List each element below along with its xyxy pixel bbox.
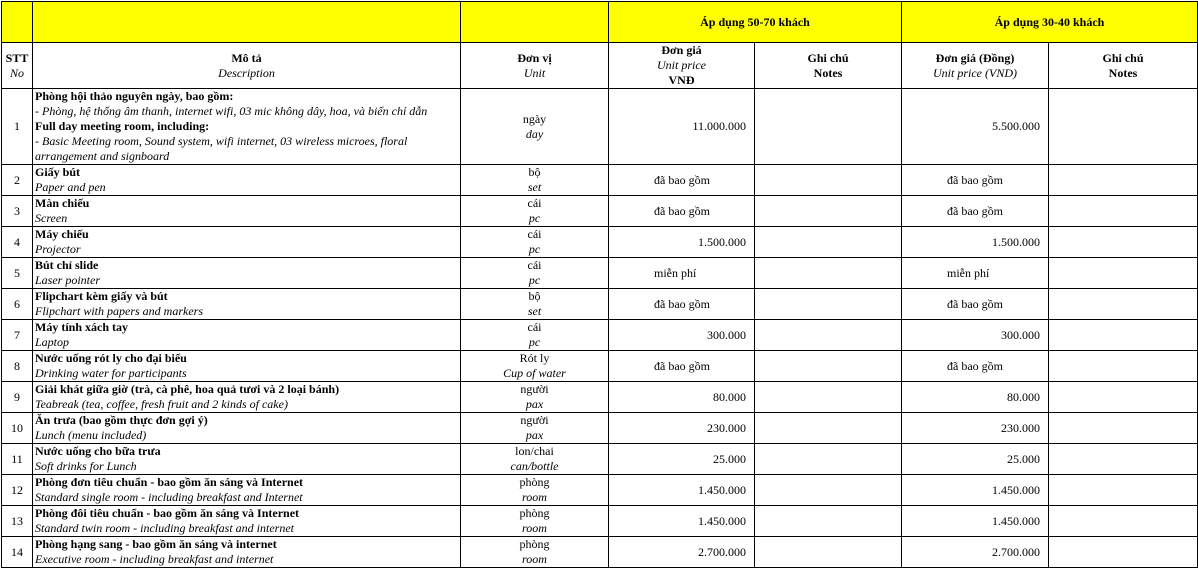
row-unit-vi: ngày bbox=[522, 111, 547, 126]
table-row bbox=[2, 165, 1198, 196]
row-description bbox=[33, 444, 461, 475]
row-price-2: 1.450.000 bbox=[902, 506, 1049, 537]
row-unit-en: pc bbox=[528, 273, 541, 287]
row-price-1: 1.450.000 bbox=[609, 475, 755, 506]
row-price-2: đã bao gồm bbox=[902, 165, 1049, 196]
row-notes-1 bbox=[755, 351, 902, 382]
row-price-2: 5.500.000 bbox=[902, 89, 1049, 165]
row-unit-vi: cái bbox=[527, 227, 542, 241]
header-unit-en: Unit bbox=[523, 65, 546, 80]
row-notes-1 bbox=[755, 506, 902, 537]
row-unit-vi: phòng bbox=[519, 537, 550, 551]
header-unit-price-1-currency: VNĐ bbox=[668, 73, 695, 87]
row-price-2: đã bao gồm bbox=[902, 351, 1049, 382]
table-row bbox=[2, 413, 1198, 444]
row-unit-en: pc bbox=[528, 242, 541, 256]
row-description bbox=[33, 89, 461, 165]
row-notes-2 bbox=[1049, 289, 1198, 320]
row-notes-1 bbox=[755, 196, 902, 227]
row-price-1: 300.000 bbox=[609, 320, 755, 351]
row-description-vi: Máy chiếu bbox=[35, 227, 89, 241]
row-price-2: 25.000 bbox=[902, 444, 1049, 475]
row-description-vi: Phòng đơn tiêu chuẩn - bao gồm ăn sáng và Internet bbox=[35, 475, 304, 489]
table-row bbox=[2, 89, 1198, 165]
table-row bbox=[2, 289, 1198, 320]
row-price-2: đã bao gồm bbox=[902, 196, 1049, 227]
row-description-vi: Nước uống rót ly cho đại biểu bbox=[35, 351, 187, 365]
group-header-30-40: Áp dụng 30-40 khách bbox=[902, 2, 1198, 43]
row-description-en: Laser pointer bbox=[35, 273, 101, 287]
row-description-en: Standard single room - including breakfast and Internet bbox=[35, 490, 303, 504]
row-notes-1 bbox=[755, 165, 902, 196]
row-price-1: 230.000 bbox=[609, 413, 755, 444]
row-number: 12 bbox=[2, 475, 33, 506]
row-description-vi: Phòng hạng sang - bao gồm ăn sáng và internet bbox=[35, 537, 277, 551]
row-unit-vi: cái bbox=[527, 258, 542, 272]
row-notes-2 bbox=[1049, 506, 1198, 537]
header-description bbox=[33, 43, 461, 89]
row-unit bbox=[461, 506, 609, 537]
row-notes-1 bbox=[755, 444, 902, 475]
row-number: 1 bbox=[2, 89, 33, 165]
row-notes-2 bbox=[1049, 413, 1198, 444]
table-row bbox=[2, 196, 1198, 227]
row-description-en: Flipchart with papers and markers bbox=[35, 304, 203, 318]
table-row bbox=[2, 227, 1198, 258]
row-description bbox=[33, 196, 461, 227]
row-number: 6 bbox=[2, 289, 33, 320]
row-description bbox=[33, 506, 461, 537]
row-notes-2 bbox=[1049, 165, 1198, 196]
header-empty-cell bbox=[33, 2, 461, 43]
row-notes-1 bbox=[755, 537, 902, 568]
row-notes-1 bbox=[755, 382, 902, 413]
header-unit-price-2-vi: Đơn giá (Đồng) bbox=[935, 50, 1015, 65]
header-empty-cell bbox=[461, 2, 609, 43]
row-description bbox=[33, 475, 461, 506]
row-notes-1 bbox=[755, 413, 902, 444]
row-description-en: Laptop bbox=[35, 335, 70, 349]
row-unit bbox=[461, 227, 609, 258]
row-description-vi: Máy tính xách tay bbox=[35, 320, 128, 334]
row-description-en: Full day meeting room, including: bbox=[35, 119, 210, 133]
header-notes-2 bbox=[1049, 43, 1198, 89]
row-notes-2 bbox=[1049, 89, 1198, 165]
header-unit-price-1-vi: Đơn giá bbox=[661, 43, 702, 57]
row-description bbox=[33, 320, 461, 351]
row-description-vi: Màn chiếu bbox=[35, 196, 90, 210]
table-row bbox=[2, 258, 1198, 289]
row-description bbox=[33, 537, 461, 568]
row-description-en: Teabreak (tea, coffee, fresh fruit and 2 kinds of cake) bbox=[35, 397, 288, 411]
row-description-vi: Phòng đôi tiêu chuẩn - bao gồm ăn sáng và Internet bbox=[35, 506, 300, 520]
row-price-2: 1.450.000 bbox=[902, 475, 1049, 506]
table-row bbox=[2, 537, 1198, 568]
row-unit bbox=[461, 89, 609, 165]
row-notes-1 bbox=[755, 320, 902, 351]
row-unit-vi: bộ bbox=[528, 289, 541, 303]
header-description-vi: Mô tả bbox=[231, 50, 262, 65]
row-price-1: 80.000 bbox=[609, 382, 755, 413]
row-price-2: miễn phí bbox=[902, 258, 1049, 289]
header-notes-1-en: Notes bbox=[813, 65, 843, 80]
row-unit-en: pax bbox=[525, 428, 544, 442]
row-number: 13 bbox=[2, 506, 33, 537]
row-description-en: Executive room - including breakfast and internet bbox=[35, 552, 274, 566]
row-notes-2 bbox=[1049, 537, 1198, 568]
row-unit-vi: cái bbox=[527, 320, 542, 334]
row-number: 7 bbox=[2, 320, 33, 351]
row-price-2: đã bao gồm bbox=[902, 289, 1049, 320]
header-stt bbox=[2, 43, 33, 89]
row-description-vi: Flipchart kèm giấy và bút bbox=[35, 289, 168, 303]
row-description-vi: Phòng hội thảo nguyên ngày, bao gồm: bbox=[35, 89, 234, 103]
row-unit-en: day bbox=[525, 126, 544, 141]
row-description-en: Lunch (menu included) bbox=[35, 428, 147, 442]
row-price-1: đã bao gồm bbox=[609, 351, 755, 382]
row-description bbox=[33, 413, 461, 444]
row-unit-en: room bbox=[522, 552, 547, 566]
row-unit-en: can/bottle bbox=[510, 459, 559, 473]
row-unit-vi: lon/chai bbox=[515, 444, 554, 458]
row-notes-2 bbox=[1049, 320, 1198, 351]
row-notes-1 bbox=[755, 227, 902, 258]
row-unit-vi: người bbox=[520, 413, 549, 427]
row-description bbox=[33, 351, 461, 382]
row-notes-1 bbox=[755, 89, 902, 165]
row-number: 14 bbox=[2, 537, 33, 568]
row-description-vi: Giấy bút bbox=[35, 165, 81, 179]
table-row bbox=[2, 351, 1198, 382]
row-notes-2 bbox=[1049, 258, 1198, 289]
table-row bbox=[2, 382, 1198, 413]
row-unit bbox=[461, 537, 609, 568]
row-price-1: miễn phí bbox=[609, 258, 755, 289]
group-header-50-70: Áp dụng 50-70 khách bbox=[609, 2, 902, 43]
row-description bbox=[33, 165, 461, 196]
header-unit-price-1-en: Unit price bbox=[657, 58, 706, 72]
row-number: 8 bbox=[2, 351, 33, 382]
row-price-1: 25.000 bbox=[609, 444, 755, 475]
row-price-1: 1.450.000 bbox=[609, 506, 755, 537]
row-price-1: 11.000.000 bbox=[609, 89, 755, 165]
row-number: 4 bbox=[2, 227, 33, 258]
row-unit bbox=[461, 165, 609, 196]
header-unit-price-2 bbox=[902, 43, 1049, 89]
row-description-en: Paper and pen bbox=[35, 180, 106, 194]
header-notes-2-en: Notes bbox=[1108, 65, 1138, 80]
row-unit bbox=[461, 382, 609, 413]
row-description-en: Soft drinks for Lunch bbox=[35, 459, 137, 473]
table-row bbox=[2, 444, 1198, 475]
row-price-1: 2.700.000 bbox=[609, 537, 755, 568]
row-description-en: Drinking water for participants bbox=[35, 366, 187, 380]
row-price-1: 1.500.000 bbox=[609, 227, 755, 258]
header-notes-2-vi: Ghi chú bbox=[1102, 50, 1144, 65]
row-number: 10 bbox=[2, 413, 33, 444]
column-header-row bbox=[2, 43, 1198, 89]
header-group-row bbox=[2, 2, 1198, 43]
row-unit-vi: người bbox=[520, 382, 549, 396]
row-price-1: đã bao gồm bbox=[609, 196, 755, 227]
row-description bbox=[33, 258, 461, 289]
row-description-en: Screen bbox=[35, 211, 68, 225]
row-unit-en: set bbox=[527, 180, 542, 194]
row-number: 11 bbox=[2, 444, 33, 475]
row-description-en-detail: - Basic Meeting room, Sound system, wifi internet, 03 wireless microes, floral arrangement and signboard bbox=[35, 134, 408, 163]
row-notes-2 bbox=[1049, 196, 1198, 227]
header-stt-vi: STT bbox=[5, 50, 29, 65]
row-number: 9 bbox=[2, 382, 33, 413]
row-unit bbox=[461, 444, 609, 475]
row-description-vi-detail: - Phòng, hệ thống âm thanh, internet wifi, 03 mic không dây, hoa, và biển chỉ dẫn bbox=[35, 104, 428, 118]
row-notes-1 bbox=[755, 289, 902, 320]
row-price-1: đã bao gồm bbox=[609, 165, 755, 196]
header-unit bbox=[461, 43, 609, 89]
row-number: 5 bbox=[2, 258, 33, 289]
row-unit bbox=[461, 320, 609, 351]
header-stt-en: No bbox=[9, 65, 24, 80]
row-description bbox=[33, 289, 461, 320]
table-row bbox=[2, 506, 1198, 537]
row-unit-vi: bộ bbox=[528, 165, 541, 179]
row-price-2: 230.000 bbox=[902, 413, 1049, 444]
row-unit bbox=[461, 475, 609, 506]
row-description-en: Projector bbox=[35, 242, 81, 256]
row-price-2: 80.000 bbox=[902, 382, 1049, 413]
row-unit bbox=[461, 351, 609, 382]
row-description-vi: Giải khát giữa giờ (trà, cà phê, hoa quả tươi và 2 loại bánh) bbox=[35, 382, 340, 396]
row-description bbox=[33, 382, 461, 413]
price-table bbox=[1, 1, 1198, 568]
row-notes-1 bbox=[755, 258, 902, 289]
row-unit-vi: cái bbox=[527, 196, 542, 210]
row-description-vi: Bút chỉ slide bbox=[35, 258, 99, 272]
header-notes-1 bbox=[755, 43, 902, 89]
table-row bbox=[2, 320, 1198, 351]
row-unit-en: pc bbox=[528, 211, 541, 225]
row-description bbox=[33, 227, 461, 258]
row-unit-en: room bbox=[522, 521, 547, 535]
table-row bbox=[2, 475, 1198, 506]
row-unit-en: set bbox=[527, 304, 542, 318]
header-unit-price-2-en: Unit price (VND) bbox=[933, 65, 1017, 80]
header-unit-vi: Đơn vị bbox=[517, 50, 552, 65]
row-price-1: đã bao gồm bbox=[609, 289, 755, 320]
header-description-en: Description bbox=[218, 65, 275, 80]
row-notes-2 bbox=[1049, 444, 1198, 475]
row-unit bbox=[461, 258, 609, 289]
row-unit-en: pax bbox=[525, 397, 544, 411]
row-notes-2 bbox=[1049, 227, 1198, 258]
row-notes-1 bbox=[755, 475, 902, 506]
header-notes-1-vi: Ghi chú bbox=[807, 50, 849, 65]
row-notes-2 bbox=[1049, 351, 1198, 382]
row-unit-vi: Rót ly bbox=[519, 351, 550, 365]
row-number: 2 bbox=[2, 165, 33, 196]
row-unit-en: pc bbox=[528, 335, 541, 349]
row-unit-vi: phòng bbox=[519, 475, 550, 489]
row-unit bbox=[461, 289, 609, 320]
row-notes-2 bbox=[1049, 382, 1198, 413]
row-unit-vi: phòng bbox=[519, 506, 550, 520]
row-price-2: 1.500.000 bbox=[902, 227, 1049, 258]
row-description-vi: Nước uống cho bữa trưa bbox=[35, 444, 161, 458]
row-notes-2 bbox=[1049, 475, 1198, 506]
header-empty-cell bbox=[2, 2, 33, 43]
row-unit-en: room bbox=[522, 490, 547, 504]
header-unit-price-1 bbox=[609, 43, 755, 89]
row-description-vi: Ăn trưa (bao gồm thực đơn gợi ý) bbox=[35, 413, 208, 427]
row-unit-en: Cup of water bbox=[503, 366, 566, 380]
row-description-en: Standard twin room - including breakfast and internet bbox=[35, 521, 294, 535]
row-price-2: 2.700.000 bbox=[902, 537, 1049, 568]
row-unit bbox=[461, 196, 609, 227]
row-number: 3 bbox=[2, 196, 33, 227]
row-unit bbox=[461, 413, 609, 444]
row-price-2: 300.000 bbox=[902, 320, 1049, 351]
